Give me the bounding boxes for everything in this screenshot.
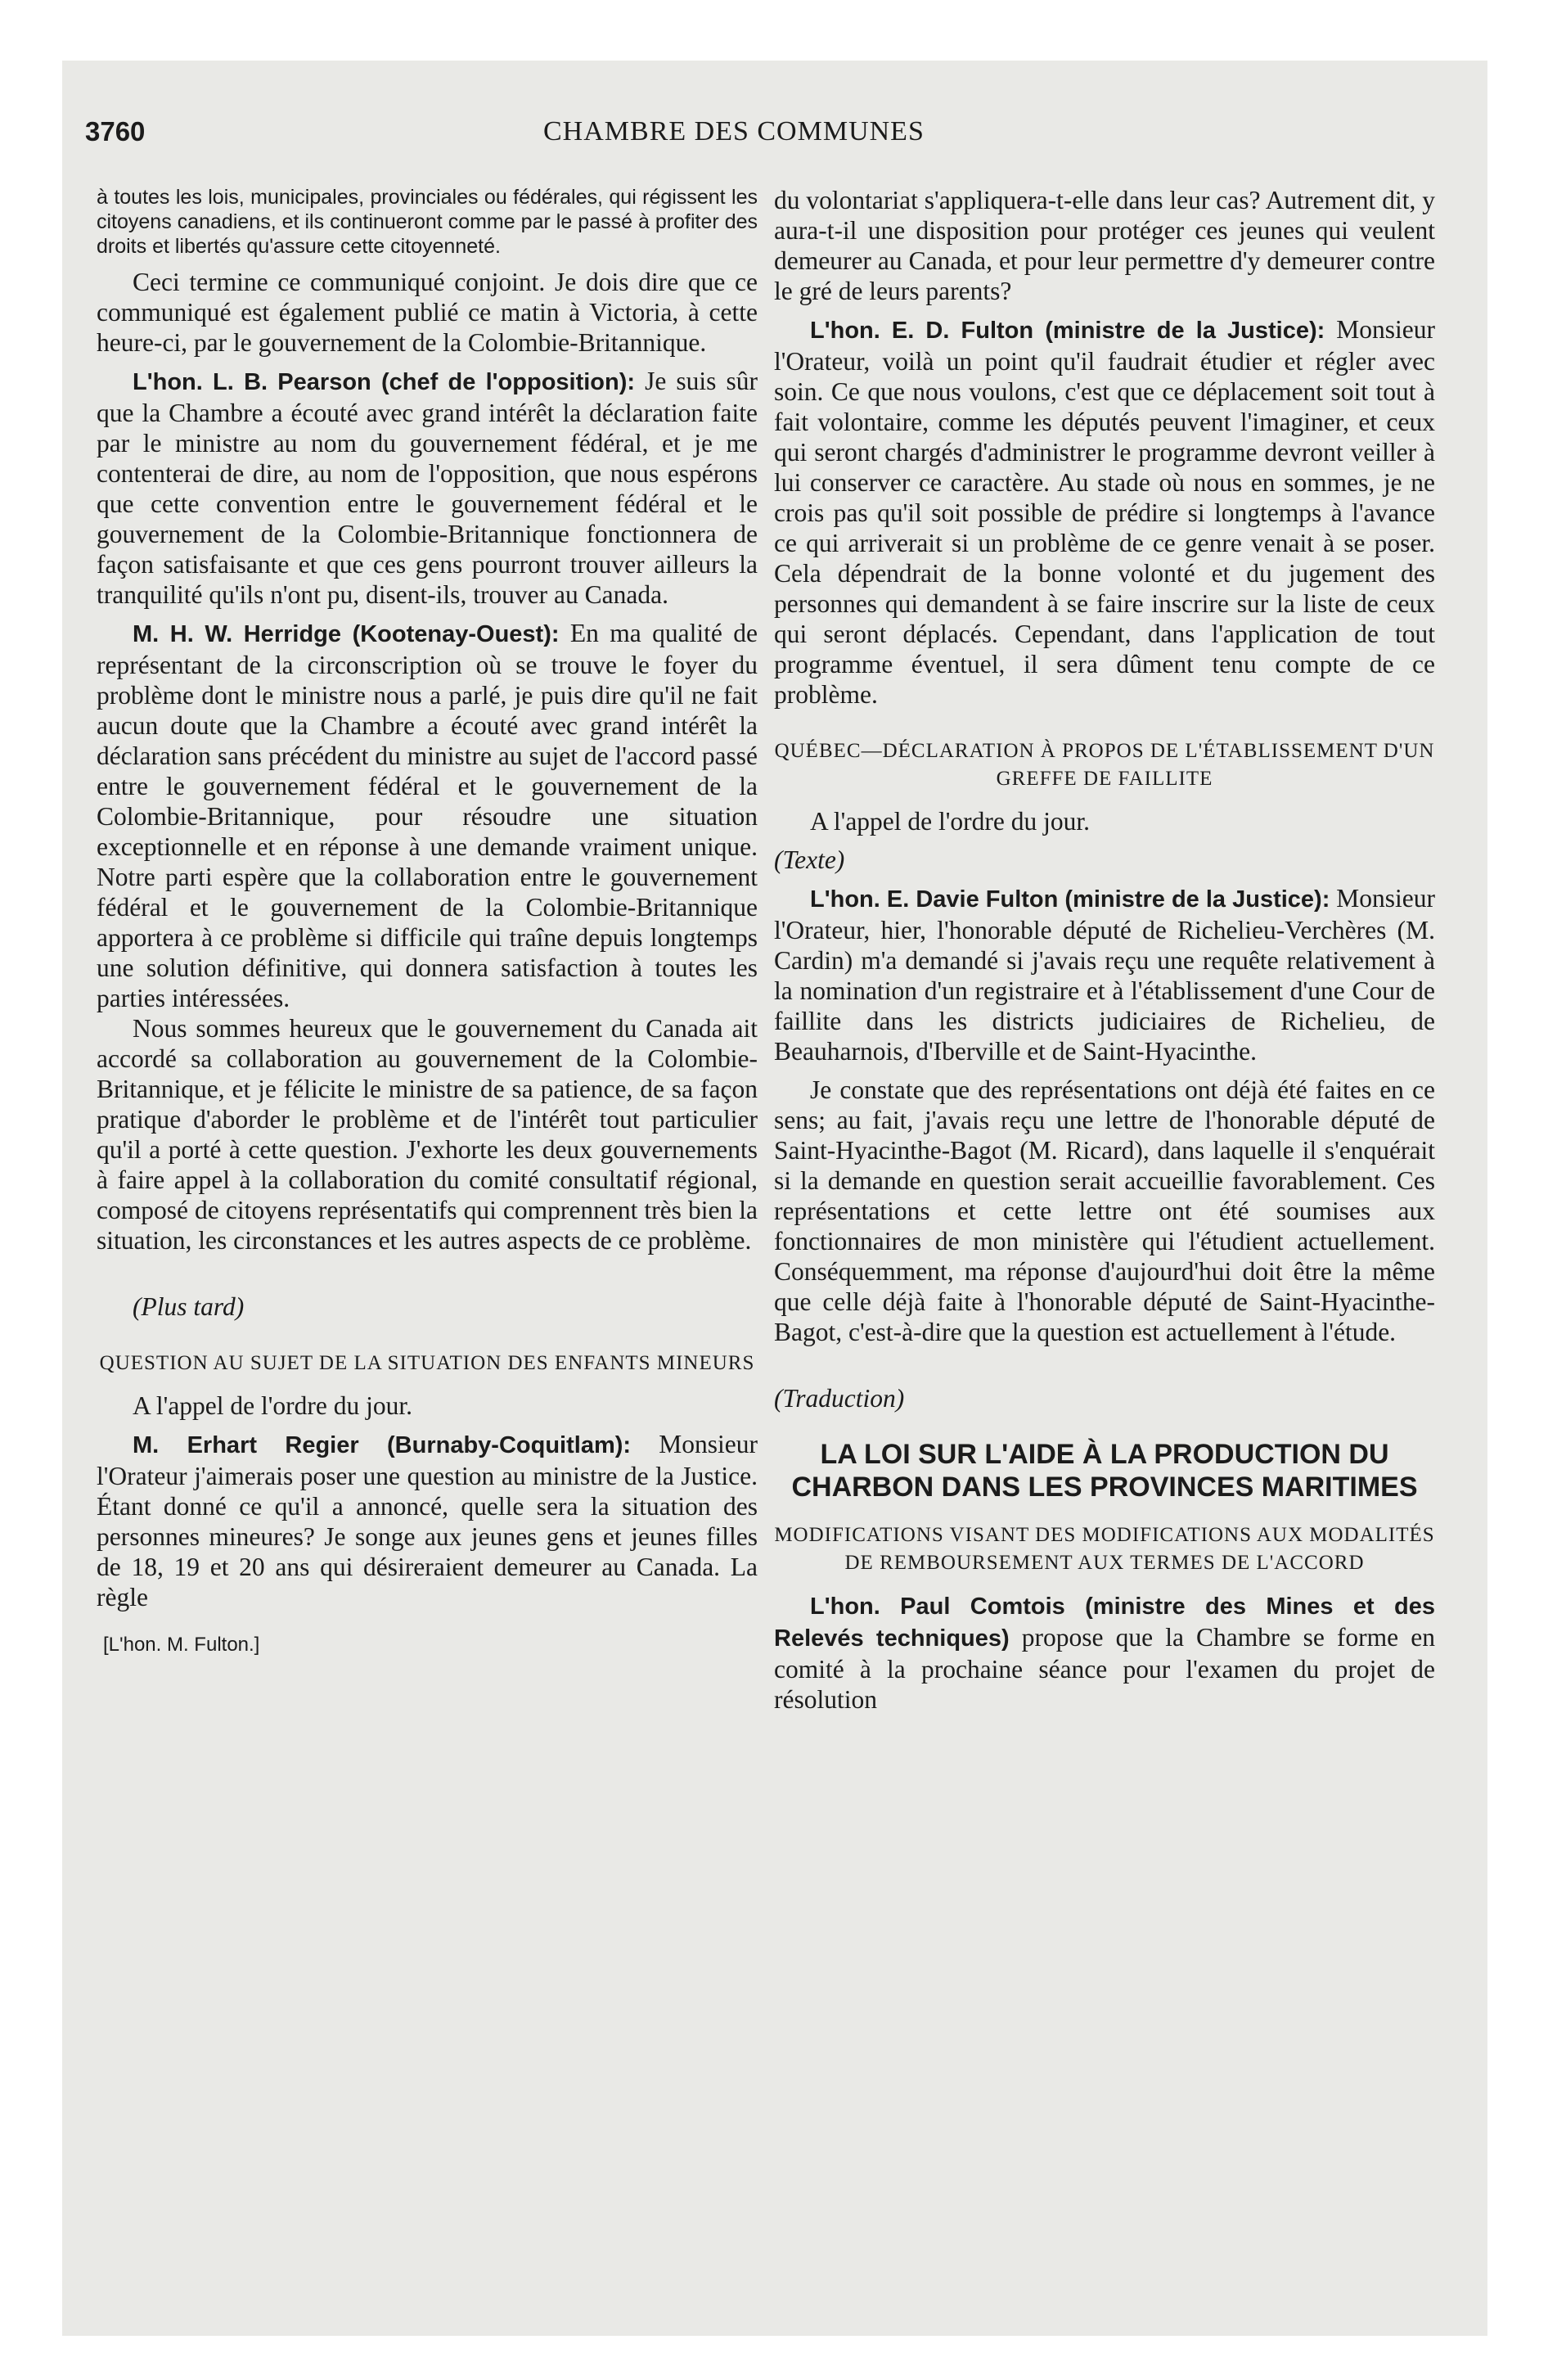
- coal-act-title: LA LOI SUR L'AIDE À LA PRODUCTION DU CHARBON DANS LES PROVINCES MARITIMES: [791, 1439, 1418, 1503]
- herridge-statement: M. H. W. Herridge (Kootenay-Ouest): En ma qualité de représentant de la circonscription où se trouve le foyer du problème dont le ministre nous a parlé, je puis dire qu'il ne fait aucun doute que la Chambre a écouté avec grand intérêt la déclaration sans précédent du ministre au sujet de l'accord passé entre le gouvernement fédéral et le gouvernement de la Colombie-Britannique, pour résoudre une situation exceptionnelle et en réponse à une demande vraiment unique. Notre parti espère que la collaboration entre le gouvernement fédéral et le gouvernement de la Colombie-Britannique apportera à ce problème si difficile qui traîne depuis longtemps une solution définitive, qui donnera satisfaction à toutes les parties intéressées.: [97, 619, 758, 1012]
- fulton-answer: L'hon. E. D. Fulton (ministre de la Justice): Monsieur l'Orateur, voilà un point qu'il faudrait étudier et régler avec soin. Ce que nous voulons, c'est que ce déplacement soit tout à fait volontaire, comme les députés peuvent l'imaginer, et ceux qui seront chargés d'administrer le programme devront veiller à lui conserver ce caractère. Au stade où nous en sommes, je ne crois pas qu'il soit possible de prédire si longtemps à l'avance ce qui arriverait si un problème de ce genre venait à se poser. Cela dépendrait de la bonne volonté et du jugement des personnes qui demandent à se faire inscrire sur la liste de ceux qui seront déplacés. Cependant, dans l'application de tout programme éventuel, il sera dûment tenu compte de ce problème.: [774, 315, 1435, 709]
- minors-subheading: QUESTION AU SUJET DE LA SITUATION DES ENFANTS MINEURS: [99, 1352, 755, 1374]
- speaker-davie-fulton: L'hon. E. Davie Fulton (ministre de la Justice):: [810, 886, 1330, 913]
- page-header: [85, 116, 985, 149]
- herridge-continued: Nous sommes heureux que le gouvernement du Canada ait accordé sa collaboration au gouvernement de la Colombie-Britannique, et je félicite le ministre de sa patience, de sa façon pratique d'aborder le problème et de l'intérêt tout particulier qu'il a porté à cette question. J'exhorte les deux gouvernements à faire appel à la collaboration du comité consultatif régional, composé de citoyens représentatifs qui comprennent très bien la situation, les circonstances et les autres aspects de ce problème.: [97, 1014, 758, 1255]
- comtois-motion: L'hon. Paul Comtois (ministre des Mines et des Relevés techniques) propose que la Chambre se forme en comité à la prochaine séance pour l'examen du projet de résolution: [774, 1593, 1435, 1714]
- orders-of-day: A l'appel de l'ordre du jour.: [133, 1391, 413, 1420]
- regier-question: M. Erhart Regier (Burnaby-Coquitlam): Monsieur l'Orateur j'aimerais poser une question au ministre de la Justice. Étant donné ce qu'il a annoncé, quelle sera la situation des personnes mineures? Je songe aux jeunes gens et jeunes filles de 18, 19 et 20 ans qui désireraient demeurer au Canada. La règle: [97, 1430, 758, 1611]
- fulton-continued: Je constate que des représentations ont déjà été faites en ce sens; au fait, j'avais reçu une lettre de l'honorable député de Saint-Hyacinthe-Bagot (M. Ricard), dans laquelle il s'enquérait si la demande en question serait accueillie favorablement. Ces représentations et cette lettre ont été soumises aux fonctionnaires de mon ministère qui l'étudient actuellement. Conséquemment, ma réponse d'aujourd'hui doit être la même que celle déjà faite à l'honorable député de Saint-Hyacinthe-Bagot, c'est-à-dire que la question est actuellement à l'étude.: [774, 1075, 1435, 1346]
- footer-reference: [L'hon. M. Fulton.]: [103, 1634, 260, 1656]
- speaker-comtois: L'hon. Paul Comtois (ministre des Mines et des Relevés techniques): [774, 1593, 1435, 1652]
- bankruptcy-subheading: QUÉBEC—DÉCLARATION À PROPOS DE L'ÉTABLISSEMENT D'UN GREFFE DE FAILLITE: [774, 740, 1435, 790]
- left-column: [97, 185, 758, 1657]
- running-head: CHAMBRE DES COMMUNES: [543, 116, 925, 146]
- citizenship-paragraph: à toutes les lois, municipales, provinciales ou fédérales, qui régissent les citoyens canadiens, et ils continueront comme par le passé à profiter des droits et libertés qu'assure cette citoyenneté.: [97, 186, 758, 258]
- right-column: [774, 185, 1435, 1715]
- page-number: 3760: [85, 116, 146, 146]
- text-label: (Texte): [774, 845, 845, 874]
- pearson-statement: L'hon. L. B. Pearson (chef de l'opposition): Je suis sûr que la Chambre a écouté avec grand intérêt la déclaration faite par le ministre au nom du gouvernement fédéral, et je me contenterai de dire, au nom de l'opposition, que nous espérons que cette convention entre le gouvernement fédéral et le gouvernement de la Colombie-Britannique fonctionnera de façon satisfaisante et que ces gens pourront trouver ailleurs la tranquilité qu'ils n'ont pu, disent-ils, trouver au Canada.: [97, 367, 758, 609]
- communique-paragraph: Ceci termine ce communiqué conjoint. Je dois dire que ce communiqué est également publié ce matin à Victoria, à cette heure-ci, par le gouvernement de la Colombie-Britannique.: [97, 268, 758, 357]
- speaker-fulton: L'hon. E. D. Fulton (ministre de la Justice):: [810, 318, 1325, 344]
- question-continued: du volontariat s'appliquera-t-elle dans leur cas? Autrement dit, y aura-t-il une disposition pour protéger ces jeunes qui veulent demeurer au Canada, et pour leur permettre d'y demeurer contre le gré de leurs parents?: [774, 186, 1435, 305]
- later-label: (Plus tard): [133, 1292, 245, 1321]
- amendments-subheading: MODIFICATIONS VISANT DES MODIFICATIONS AUX MODALITÉS DE REMBOURSEMENT AUX TERMES DE L'ACCORD: [774, 1524, 1435, 1574]
- speaker-herridge: M. H. W. Herridge (Kootenay-Ouest):: [133, 621, 560, 647]
- speaker-regier: M. Erhart Regier (Burnaby-Coquitlam):: [133, 1432, 632, 1458]
- fulton-statement: L'hon. E. Davie Fulton (ministre de la Justice): Monsieur l'Orateur, hier, l'honorable député de Richelieu-Verchères (M. Cardin) m'a demandé si j'avais reçu une requête relativement à la nomination d'un registraire et à l'établissement d'une Cour de faillite dans les districts judiciaires de Richelieu, de Beauharnois, d'Iberville et de Saint-Hyacinthe.: [774, 884, 1435, 1066]
- speaker-pearson: L'hon. L. B. Pearson (chef de l'opposition):: [133, 369, 636, 395]
- orders-of-day-right: A l'appel de l'ordre du jour.: [810, 807, 1091, 836]
- translation-label: (Traduction): [774, 1384, 905, 1413]
